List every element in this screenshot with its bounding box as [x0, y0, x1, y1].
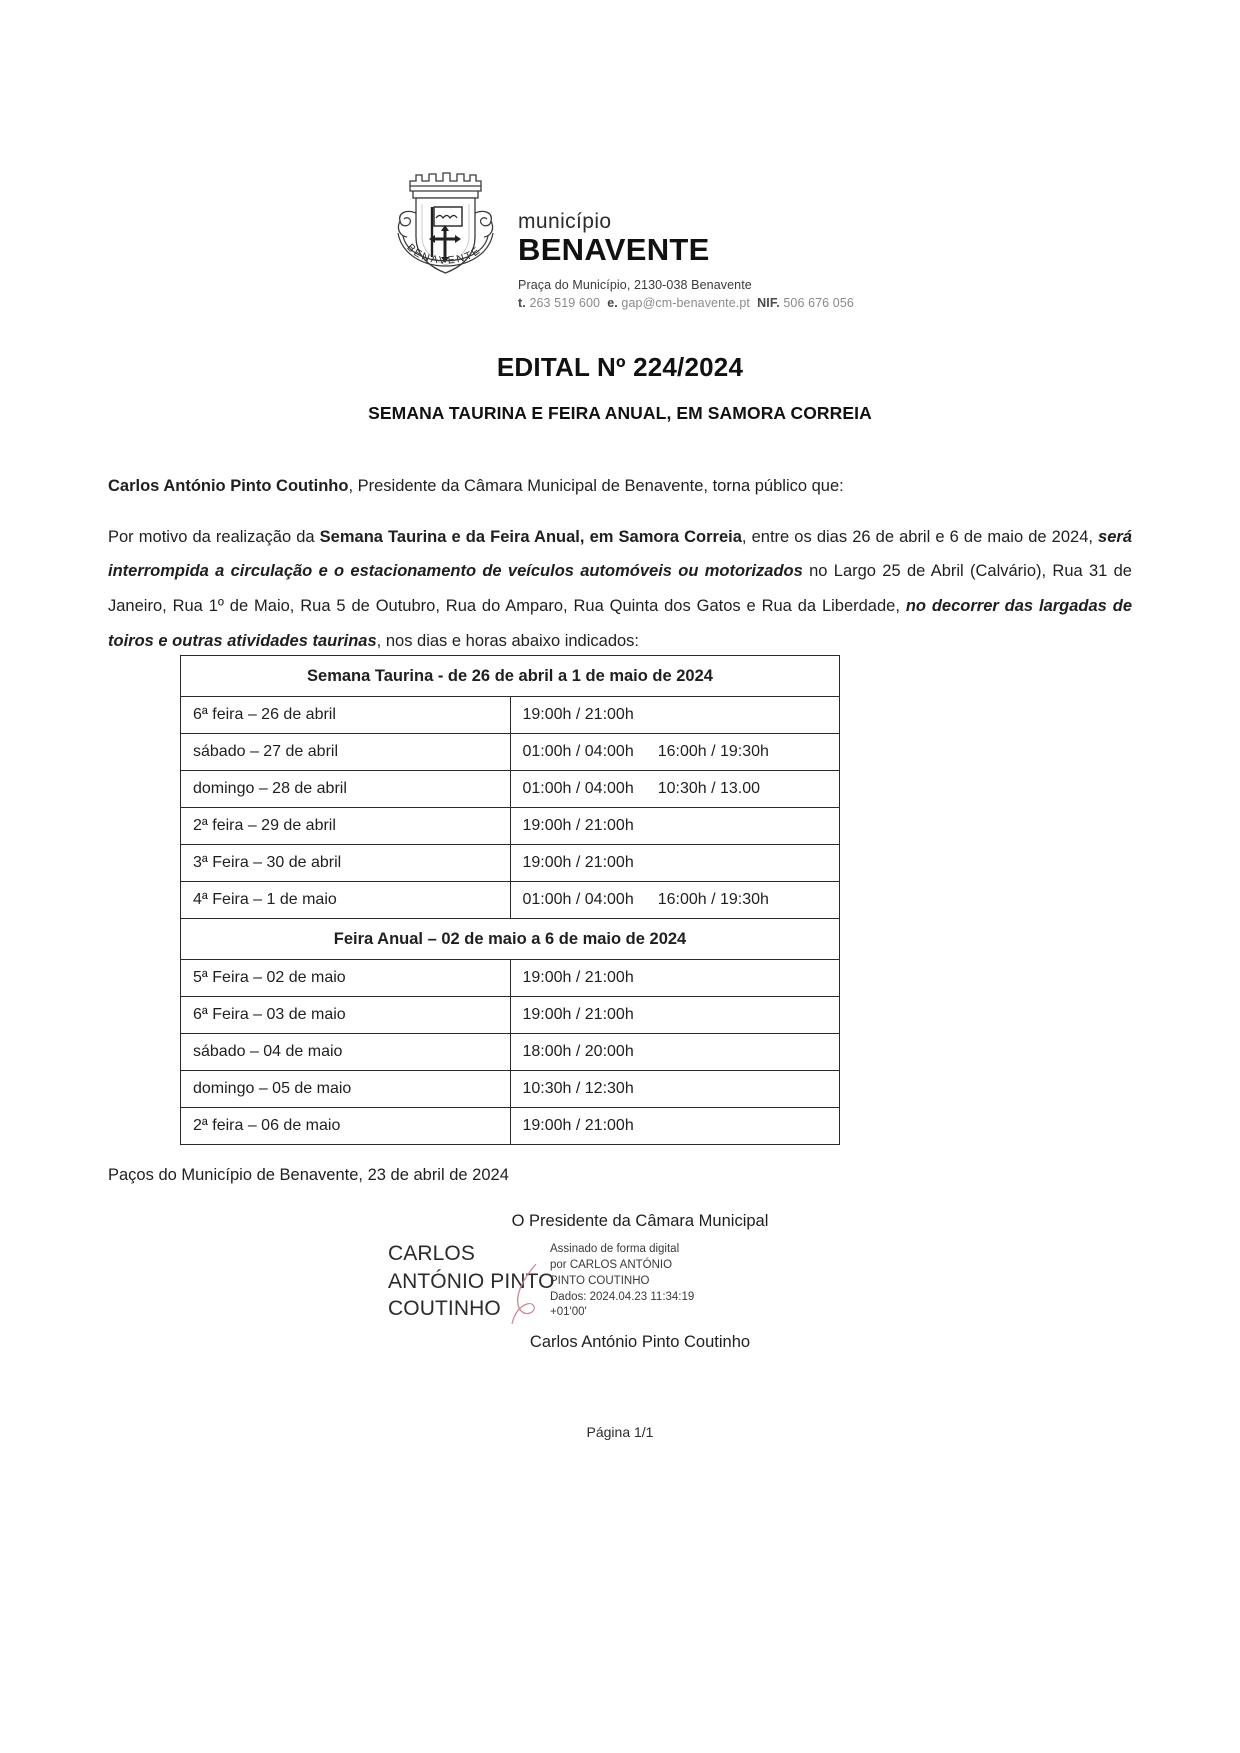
row-day: 2ª feira – 06 de maio	[181, 1108, 511, 1145]
nif-prefix: NIF.	[757, 296, 780, 311]
signature-meta-line-5: +01'00'	[550, 1306, 587, 1319]
row-hours-first: 01:00h / 04:00h	[522, 891, 634, 908]
phone-prefix: t.	[518, 296, 526, 311]
signature-display-name: CARLOS ANTÓNIO PINTO COUTINHO	[388, 1242, 555, 1321]
row-hours-first: 18:00h / 20:00h	[522, 1043, 634, 1060]
signature-meta-line-4: Dados: 2024.04.23 11:34:19	[550, 1290, 695, 1303]
table-row	[181, 845, 840, 882]
signature-metadata	[550, 1242, 730, 1321]
email-prefix: e.	[607, 296, 618, 311]
row-hours-first: 01:00h / 04:00h	[522, 743, 634, 760]
table-row	[181, 1071, 840, 1108]
notice-part-3: , nos dias e horas abaixo indicados:	[376, 631, 640, 650]
digital-signature-stamp	[388, 1240, 728, 1326]
row-day: 2ª feira – 29 de abril	[181, 808, 511, 845]
row-day: 4ª Feira – 1 de maio	[181, 882, 511, 919]
schedule-table	[180, 655, 840, 1145]
row-hours-second: 16:00h / 19:30h	[657, 891, 769, 908]
letterhead-contact	[518, 294, 854, 313]
president-name: Carlos António Pinto Coutinho	[108, 476, 349, 495]
row-hours-first: 19:00h / 21:00h	[522, 969, 634, 986]
table-row	[181, 960, 840, 997]
row-hours	[510, 1034, 840, 1071]
row-hours	[510, 697, 840, 734]
brand-block	[518, 155, 854, 313]
brand-municipio-label: município	[518, 210, 612, 233]
signature-title: O Presidente da Câmara Municipal	[511, 1212, 769, 1230]
place-and-date: Paços do Município de Benavente, 23 de abril de 2024	[108, 1166, 509, 1184]
nif-number: 506 676 056	[783, 296, 854, 311]
row-day: 6ª Feira – 03 de maio	[181, 997, 511, 1034]
phone-number: 263 519 600	[529, 296, 601, 311]
table-row	[181, 808, 840, 845]
signature-meta-line-1: Assinado de forma digital	[550, 1243, 680, 1255]
letterhead-address: Praça do Município, 2130-038 Benavente	[518, 277, 752, 292]
row-hours	[510, 734, 840, 771]
table-row	[181, 1034, 840, 1071]
schedule-table-wrapper	[180, 655, 840, 1145]
lead-rest: , Presidente da Câmara Municipal de Benavente, torna público que:	[348, 476, 844, 495]
letterhead	[0, 155, 1240, 313]
table-row	[181, 997, 840, 1034]
table-section-heading-row	[181, 919, 840, 960]
page-indicator: Página 1/1	[586, 1424, 654, 1440]
table-row	[181, 882, 840, 919]
row-day: 3ª Feira – 30 de abril	[181, 845, 511, 882]
section-heading-semana-taurina: Semana Taurina - de 26 de abril a 1 de maio de 2024	[181, 656, 840, 697]
table-row	[181, 1108, 840, 1145]
row-hours-first: 19:00h / 21:00h	[522, 1117, 634, 1134]
section-heading-feira-anual: Feira Anual – 02 de maio a 6 de maio de 2024	[181, 919, 840, 960]
row-hours	[510, 1071, 840, 1108]
page-subtitle: SEMANA TAURINA E FEIRA ANUAL, EM SAMORA CORREIA	[368, 403, 872, 423]
row-day: domingo – 05 de maio	[181, 1071, 511, 1108]
event-names: Semana Taurina e da Feira Anual, em Samora Correia	[319, 527, 742, 546]
row-hours	[510, 1108, 840, 1145]
row-hours-second: 10:30h / 13.00	[657, 780, 761, 797]
row-day: 6ª feira – 26 de abril	[181, 697, 511, 734]
table-section-heading-row	[181, 656, 840, 697]
row-hours	[510, 960, 840, 997]
restriction-clause: será interrompida a circulação e o estacionamento de veículos automóveis ou motorizados	[108, 527, 1132, 581]
table-row	[181, 734, 840, 771]
row-hours-first: 19:00h / 21:00h	[522, 817, 634, 834]
row-hours	[510, 771, 840, 808]
activities-clause: no decorrer das largadas de toiros e outras atividades taurinas	[108, 596, 1132, 650]
row-day: sábado – 04 de maio	[181, 1034, 511, 1071]
row-hours	[510, 997, 840, 1034]
row-day: domingo – 28 de abril	[181, 771, 511, 808]
row-hours-first: 01:00h / 04:00h	[522, 780, 634, 797]
signature-meta-line-3: PINTO COUTINHO	[550, 1274, 650, 1287]
table-row	[181, 771, 840, 808]
row-hours	[510, 845, 840, 882]
benavente-coat-of-arms-icon	[386, 157, 504, 289]
signature-meta-line-2: por CARLOS ANTÓNIO	[550, 1258, 673, 1271]
row-hours-second: 16:00h / 19:30h	[657, 743, 769, 760]
row-day: sábado – 27 de abril	[181, 734, 511, 771]
notice-part-2: , entre os dias 26 de abril e 6 de maio de 2024,	[741, 527, 1099, 546]
schedule-table-body	[181, 656, 840, 1145]
page-title: EDITAL Nº 224/2024	[496, 352, 744, 382]
svg-text:BENAVENTE: BENAVENTE	[404, 241, 484, 267]
row-hours-first: 19:00h / 21:00h	[522, 854, 634, 871]
email-address: gap@cm-benavente.pt	[621, 296, 750, 311]
brand-name: BENAVENTE	[518, 232, 710, 268]
body-text	[108, 452, 1132, 675]
row-day: 5ª Feira – 02 de maio	[181, 960, 511, 997]
row-hours-first: 10:30h / 12:30h	[522, 1080, 634, 1097]
row-hours-first: 19:00h / 21:00h	[522, 1006, 634, 1023]
lead-paragraph	[108, 469, 1132, 504]
row-hours	[510, 808, 840, 845]
streets-list: no Largo 25 de Abril (Calvário), Rua 31 de Janeiro, Rua 1º de Maio, Rua 5 de Outubro, Rua do Amparo, Rua Quinta dos Gatos e Rua da Liberdade,	[108, 562, 1132, 615]
signer-name: Carlos António Pinto Coutinho	[529, 1333, 751, 1351]
row-hours	[510, 882, 840, 919]
notice-paragraph	[108, 520, 1132, 659]
row-hours-first: 19:00h / 21:00h	[522, 706, 634, 723]
notice-part-1: Por motivo da realização da	[108, 527, 320, 546]
table-row	[181, 697, 840, 734]
